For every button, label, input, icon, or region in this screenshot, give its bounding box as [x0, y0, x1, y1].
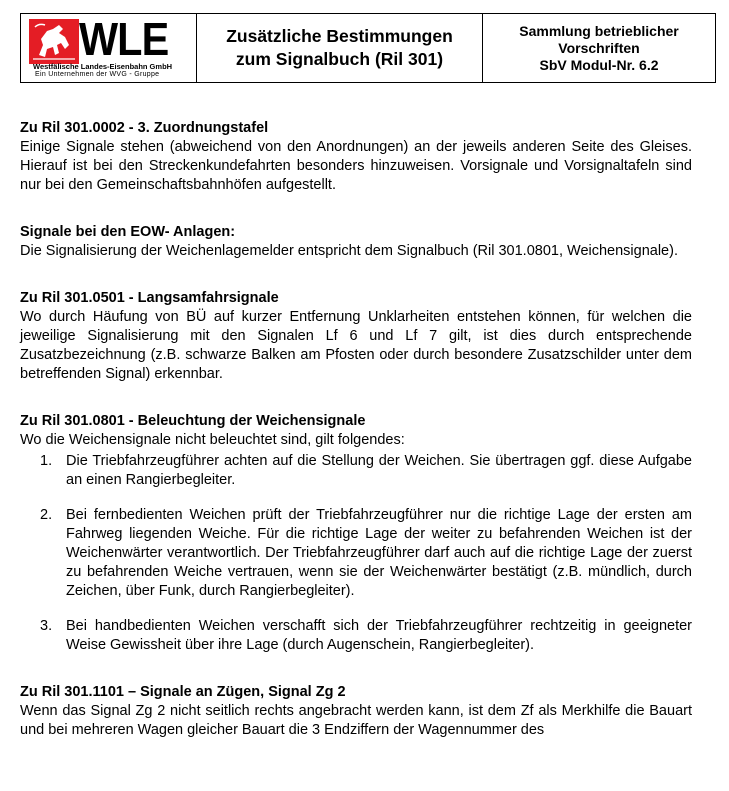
- list-number: 2.: [40, 507, 53, 523]
- logo-wordmark: WLE: [79, 13, 169, 65]
- list-number: 3.: [40, 618, 53, 634]
- section-heading: Zu Ril 301.1101 – Signale an Zügen, Signal Zg 2: [20, 684, 346, 700]
- horse-logo-icon: [29, 19, 79, 64]
- section-text: Einige Signale stehen (abweichend von den Anordnungen) an der jeweils anderen Seite des Gleises. Hierauf ist bei den Streckenkundefahrten besonders hinzuweisen. Vorsignale und Vorsignaltafeln sind nur bei den Gemeinschaftsbahnhöfen aufgestellt.: [20, 139, 692, 193]
- section-heading: Signale bei den EOW- Anlagen:: [20, 224, 236, 240]
- logo-block: [21, 14, 197, 82]
- section-zuordnungstafel: [20, 119, 692, 195]
- collection-info: [483, 14, 715, 82]
- document-header: [20, 13, 716, 83]
- section-text: Die Signalisierung der Weichenlagemelder entspricht dem Signalbuch (Ril 301.0801, Weichensignale).: [20, 243, 678, 259]
- section-text: Wo durch Häufung von BÜ auf kurzer Entfernung Unklarheiten entstehen können, für welchen die jeweilige Signalisierung mit den Signalen Lf 6 und Lf 7 gilt, ist dies durch entsprechende Zusatzbezeichnung (z.B. schwarze Balken am Pfosten oder durch besondere Zusatzschilder unter dem betreffenden Signal) erkennbar.: [20, 309, 692, 382]
- numbered-list: [20, 452, 692, 655]
- section-heading: Zu Ril 301.0002 - 3. Zuordnungstafel: [20, 120, 269, 136]
- list-text: Bei handbedienten Weichen verschafft sich der Triebfahrzeugführer rechtzeitig in geeigneter Weise Gewissheit über ihre Lage (durch Augenschein, Rangierbegleiter).: [66, 618, 692, 653]
- title-line-2: zum Signalbuch (Ril 301): [235, 49, 444, 69]
- section-heading: Zu Ril 301.0801 - Beleuchtung der Weichensignale: [20, 413, 366, 429]
- list-item: [20, 617, 692, 655]
- section-weichensignale: [20, 412, 692, 655]
- list-text: Die Triebfahrzeugführer achten auf die Stellung der Weichen. Sie übertragen ggf. diese Aufgabe an einen Rangierbegleiter.: [66, 453, 692, 488]
- section-signale-an-zuegen: [20, 683, 692, 740]
- collection-line-2: Vorschriften: [558, 39, 640, 56]
- document-title: [197, 14, 483, 82]
- title-line-1: Zusätzliche Bestimmungen: [226, 26, 453, 46]
- logo-subtitle-company: Westfälische Landes-Eisenbahn GmbH: [33, 62, 173, 71]
- document-body: [20, 119, 692, 766]
- list-item: [20, 506, 692, 601]
- list-number: 1.: [40, 453, 53, 469]
- section-heading: Zu Ril 301.0501 - Langsamfahrsignale: [20, 290, 279, 306]
- collection-line-1: Sammlung betrieblicher: [519, 22, 679, 39]
- section-text: Wo die Weichensignale nicht beleuchtet sind, gilt folgendes:: [20, 432, 405, 448]
- list-item: [20, 452, 692, 490]
- section-text: Wenn das Signal Zg 2 nicht seitlich rechts angebracht werden kann, ist dem Zf als Merkhilfe die Bauart und bei mehreren Wagen gleicher Bauart die 3 Endziffern der Wagennummer des: [20, 703, 692, 738]
- section-eow-anlagen: [20, 223, 692, 261]
- logo-subtitle-group: Ein Unternehmen der WVG - Gruppe: [35, 71, 160, 78]
- module-number: SbV Modul-Nr. 6.2: [539, 56, 659, 73]
- section-langsamfahrsignale: [20, 289, 692, 384]
- list-text: Bei fernbedienten Weichen prüft der Triebfahrzeugführer nur die richtige Lage der ersten am Fahrweg liegenden Weiche. Für die richtige Lage der weiter zu befahrenden Weichen ist der Weichenwärter verantwortlich. Der Triebfahrzeugführer darf auch auf die richtige Lage der zuerst zu befahrenden Weiche vertrauen, wenn sie der Weichenwärter bestätigt (z.B. mündlich, durch Zeichen, über Funk, durch Rangierbegleiter).: [66, 507, 692, 599]
